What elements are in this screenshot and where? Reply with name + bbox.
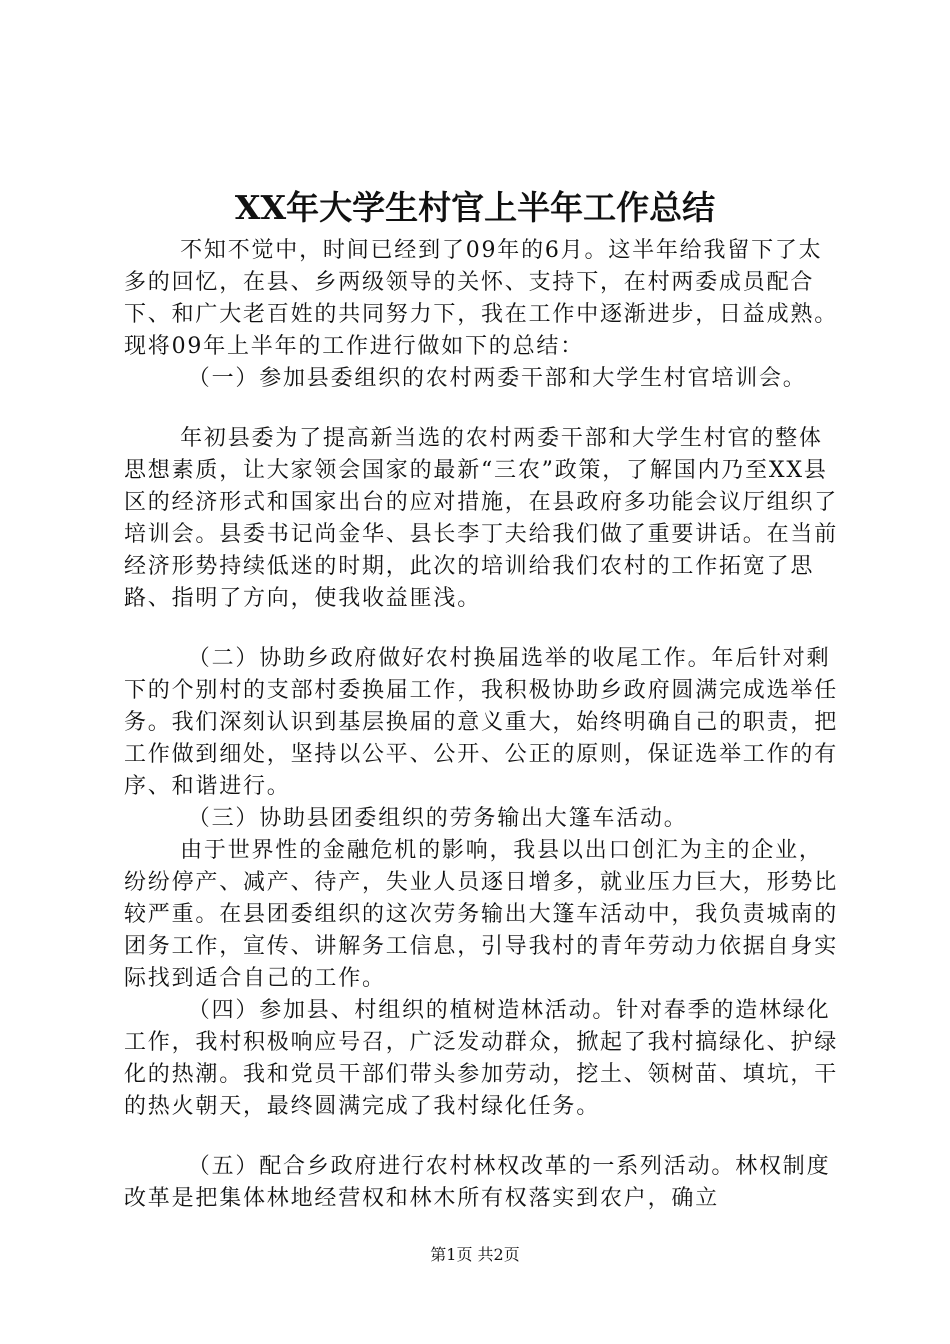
paragraph-section-5: （五）配合乡政府进行农村林权改革的一系列活动。林权制度改革是把集体林地经营权和林木所有权落实到农户，确立 [124, 1154, 831, 1211]
section-heading-3: （三）协助县团委组织的劳务输出大篷车活动。 [187, 806, 688, 831]
paragraph-training: 年初县委为了提高新当选的农村两委干部和大学生村官的整体思想素质，让大家领会国家的最新“三农”政策，了解国内乃至XX县区的经济形式和国家出台的应对措施，在县政府多功能会议厅组织了培训会。县委书记尚金华、县长李丁夫给我们做了重要讲话。在当前经济形势持续低迷的时期，此次的培训给我们农村的工作拓宽了思路、指明了方向，使我收益匪浅。 [124, 426, 839, 611]
paragraph-section-2: （二）协助乡政府做好农村换届选举的收尾工作。年后针对剩下的个别村的支部村委换届工作，我积极协助乡政府圆满完成选举任务。我们深刻认识到基层换届的意义重大，始终明确自己的职责，把工作做到细处，坚持以公平、公开、公正的原则，保证选举工作的有序、和谐进行。 [124, 646, 839, 799]
paragraph-gap [124, 395, 844, 423]
document-title: XX年大学生村官上半年工作总结 [234, 188, 716, 227]
paragraph-labor-export: 由于世界性的金融危机的影响，我县以出口创汇为主的企业，纷纷停产、减产、待产，失业人员逐日增多，就业压力巨大，形势比较严重。在县团委组织的这次劳务输出大篷车活动中，我负责城南的团务工作，宣传、讲解务工信息，引导我村的青年劳动力依据自身实际找到适合自己的工作。 [124, 838, 839, 991]
page-footer: 第1页 共2页 [430, 1245, 520, 1264]
section-heading-1: （一）参加县委组织的农村两委干部和大学生村官培训会。 [187, 366, 807, 391]
paragraph-gap [124, 615, 844, 643]
document-body [124, 235, 844, 1215]
paragraph-section-4: （四）参加县、村组织的植树造林活动。针对春季的造林绿化工作，我村积极响应号召，广泛发动群众，掀起了我村搞绿化、护绿化的热潮。我和党员干部们带头参加劳动，挖土、领树苗、填坑，干的热火朝天，最终圆满完成了我村绿化任务。 [124, 998, 839, 1119]
paragraph-gap [124, 1123, 844, 1151]
paragraph-intro: 不知不觉中，时间已经到了09年的6月。这半年给我留下了太多的回忆，在县、乡两级领导的关怀、支持下，在村两委成员配合下、和广大老百姓的共同努力下，我在工作中逐渐进步，日益成熟。现将09年上半年的工作进行做如下的总结： [124, 238, 839, 359]
